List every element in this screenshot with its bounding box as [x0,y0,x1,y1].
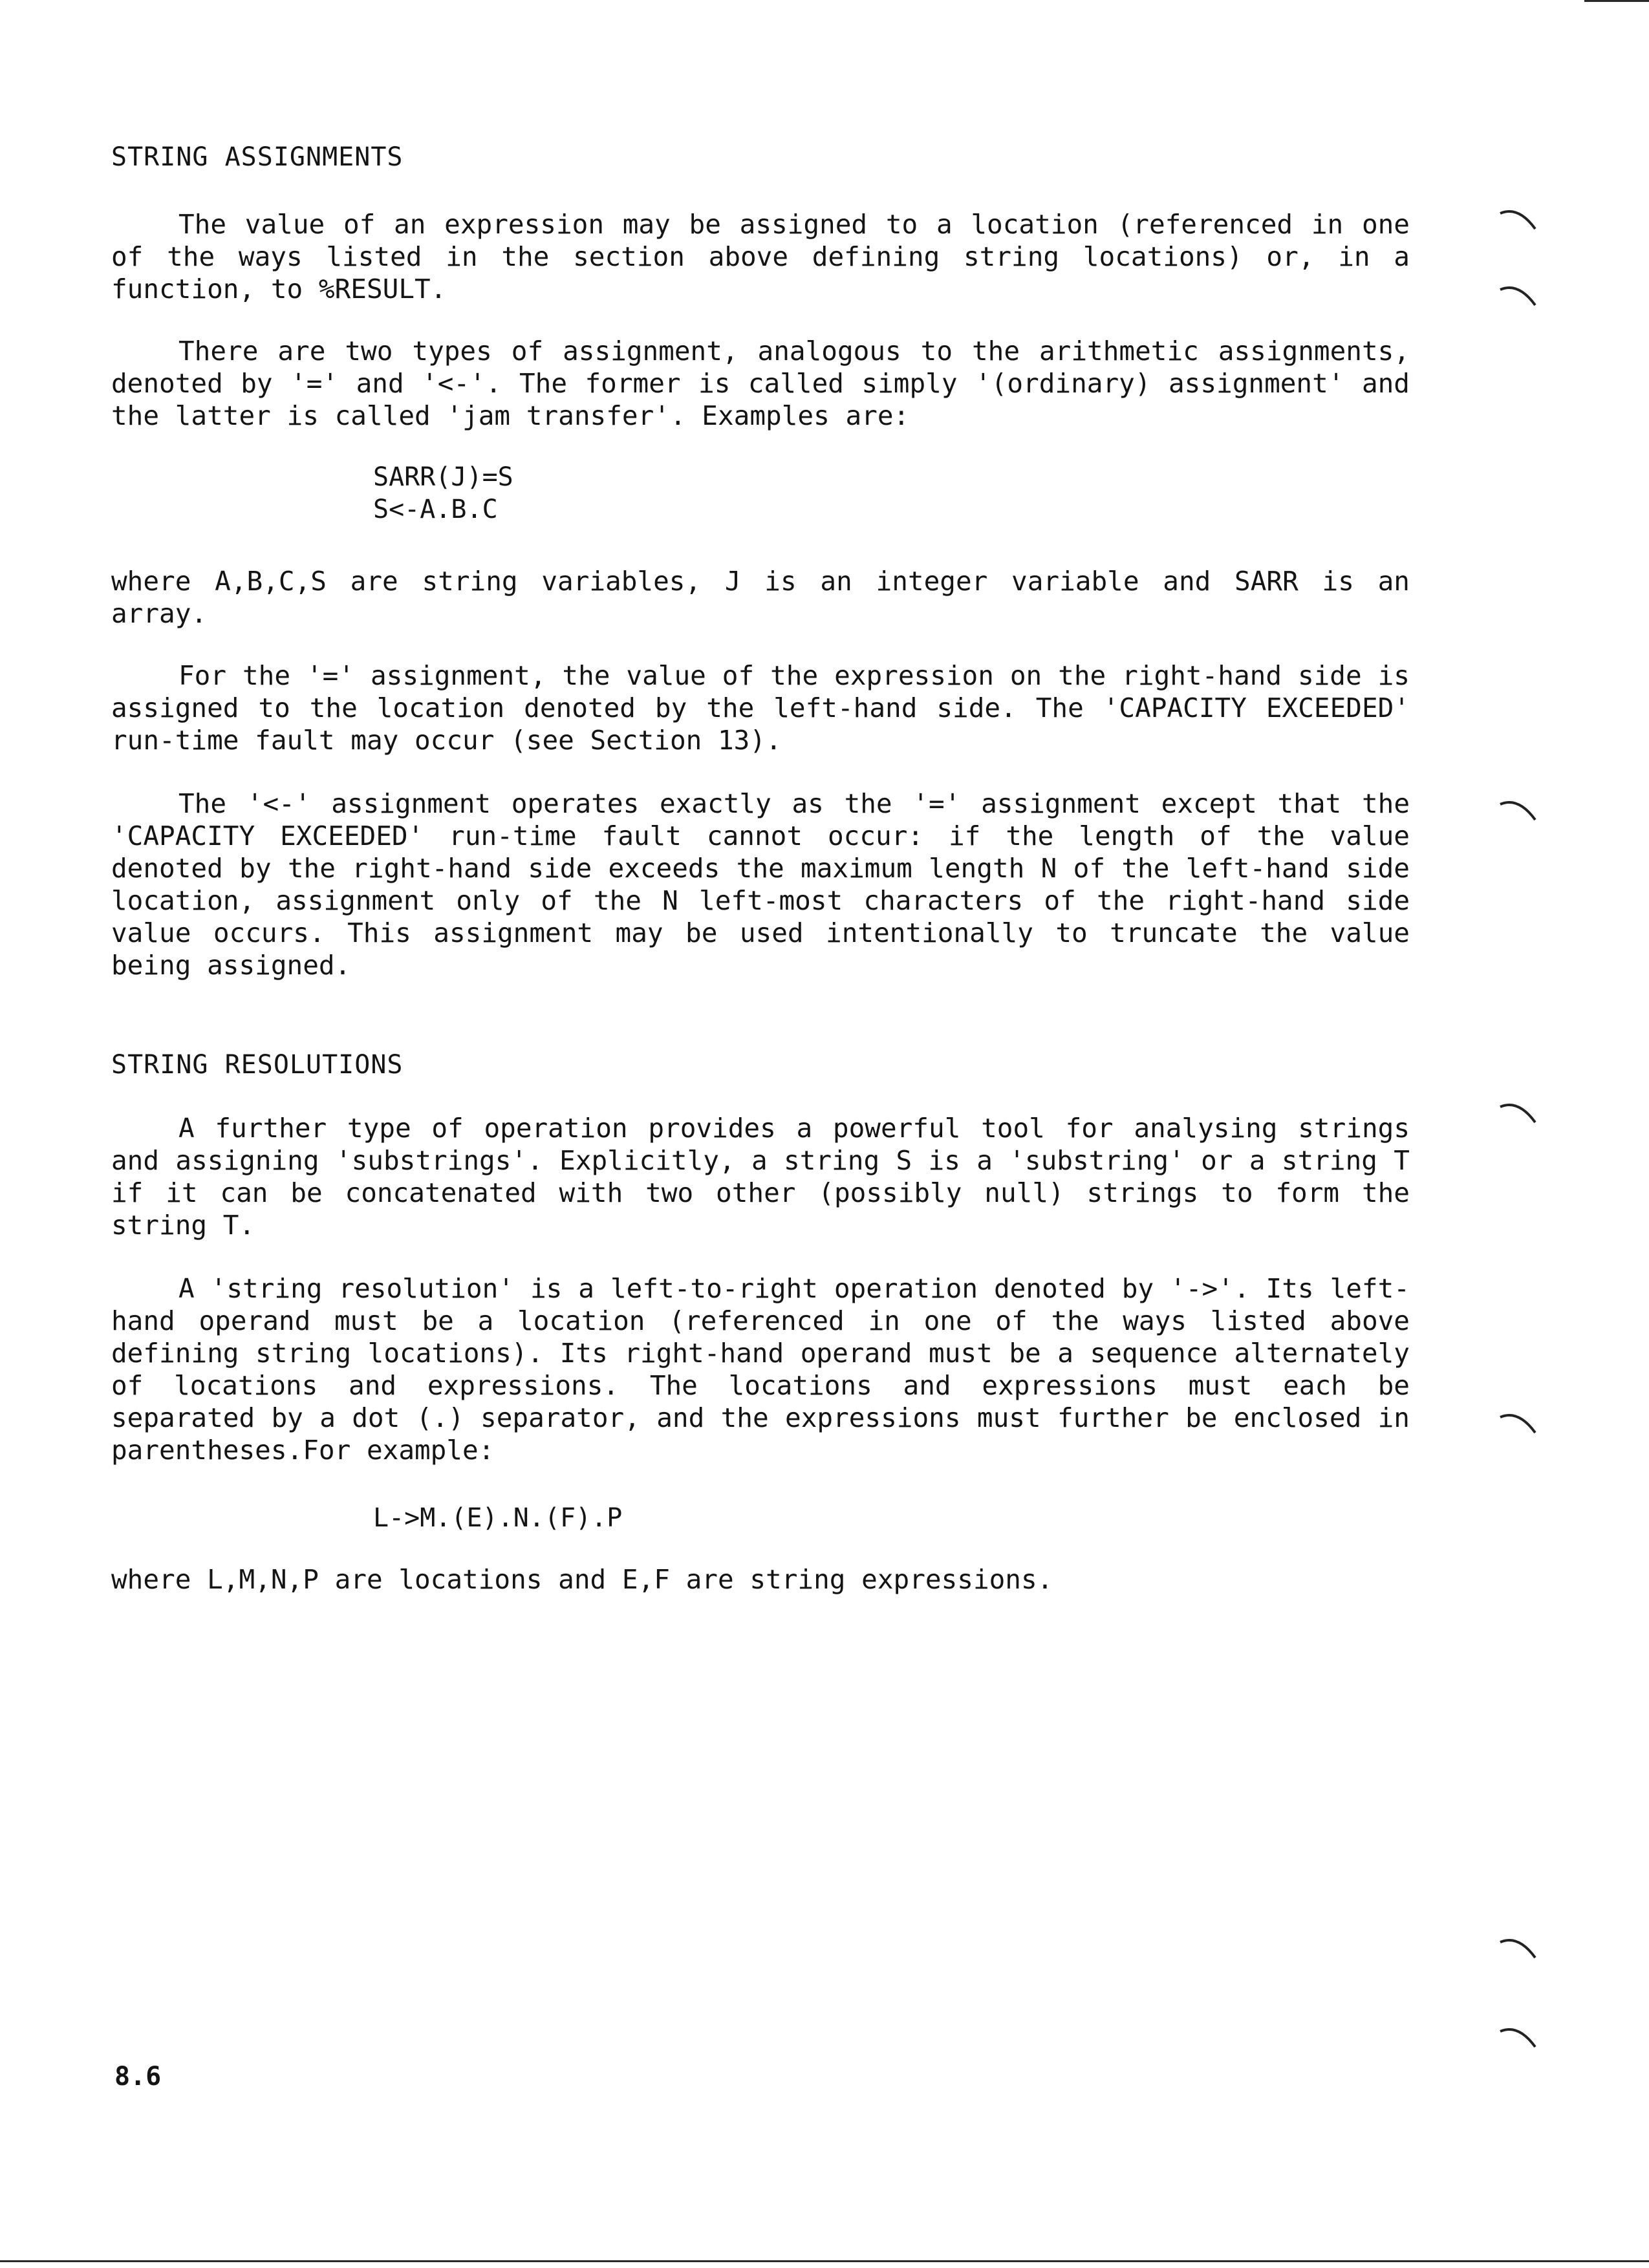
paragraph: For the '=' assignment, the value of the expression on the right-hand side is assigned to the location denoted by the left-hand side. The 'CAPACITY EXCEEDED' run-time fault may occur (see Section 13). [111,660,1410,756]
paragraph: The value of an expression may be assigned to a location (referenced in one of the ways listed in the section above defining string locations) or, in a function, to %RESULT. [111,209,1410,305]
paragraph: The '<-' assignment operates exactly as the '=' assignment except that the 'CAPACITY EXCEEDED' run-time fault cannot occur: if the length of the value denoted by the right-hand side exceeds the maximum length N of the left-hand side location, assignment only of the N left-most characters of the right-hand side value occurs. This assignment may be used intentionally to truncate the value being assigned. [111,788,1410,981]
binder-hole-mark [1499,282,1536,308]
binder-hole-mark [1499,1099,1536,1125]
paragraph: where A,B,C,S are string variables, J is an integer variable and SARR is an array. [111,566,1410,629]
paragraph: A further type of operation provides a powerful tool for analysing strings and assigning 'substrings'. Explicitly, a string S is a 'substring' or a string T if it can be concatenated with two other (possibly null) strings to form the string T. [111,1113,1410,1241]
paragraph: There are two types of assignment, analogous to the arithmetic assignments, denoted by '=' and '<-'. The former is called simply '(ordinary) assignment' and the latter is called 'jam transfer'. Examples are: [111,336,1410,431]
code-example: SARR(J)=S [373,462,513,492]
top-rule [1584,0,1649,2]
code-example: S<-A.B.C [373,495,498,524]
page-number: 8.6 [114,2062,162,2091]
section-heading-string-assignments: STRING ASSIGNMENTS [111,142,404,172]
binder-hole-mark [1499,1934,1536,1960]
binder-hole-mark [1499,1409,1536,1435]
binder-hole-mark [1499,797,1536,822]
section-heading-string-resolutions: STRING RESOLUTIONS [111,1050,404,1080]
bottom-rule [0,2260,1649,2262]
code-example: L->M.(E).N.(F).P [373,1503,623,1533]
paragraph: A 'string resolution' is a left-to-right operation denoted by '->'. Its left-hand operand must be a location (referenced in one of the ways listed above defining string locations). Its right-hand operand must be a sequence alternately of locations and expressions. The locations and expressions must each be separated by a dot (.) separator, and the expressions must further be enclosed in parentheses.For example: [111,1273,1410,1466]
binder-hole-mark [1499,2024,1536,2049]
binder-hole-mark [1499,206,1536,231]
paragraph: where L,M,N,P are locations and E,F are string expressions. [111,1564,1053,1595]
